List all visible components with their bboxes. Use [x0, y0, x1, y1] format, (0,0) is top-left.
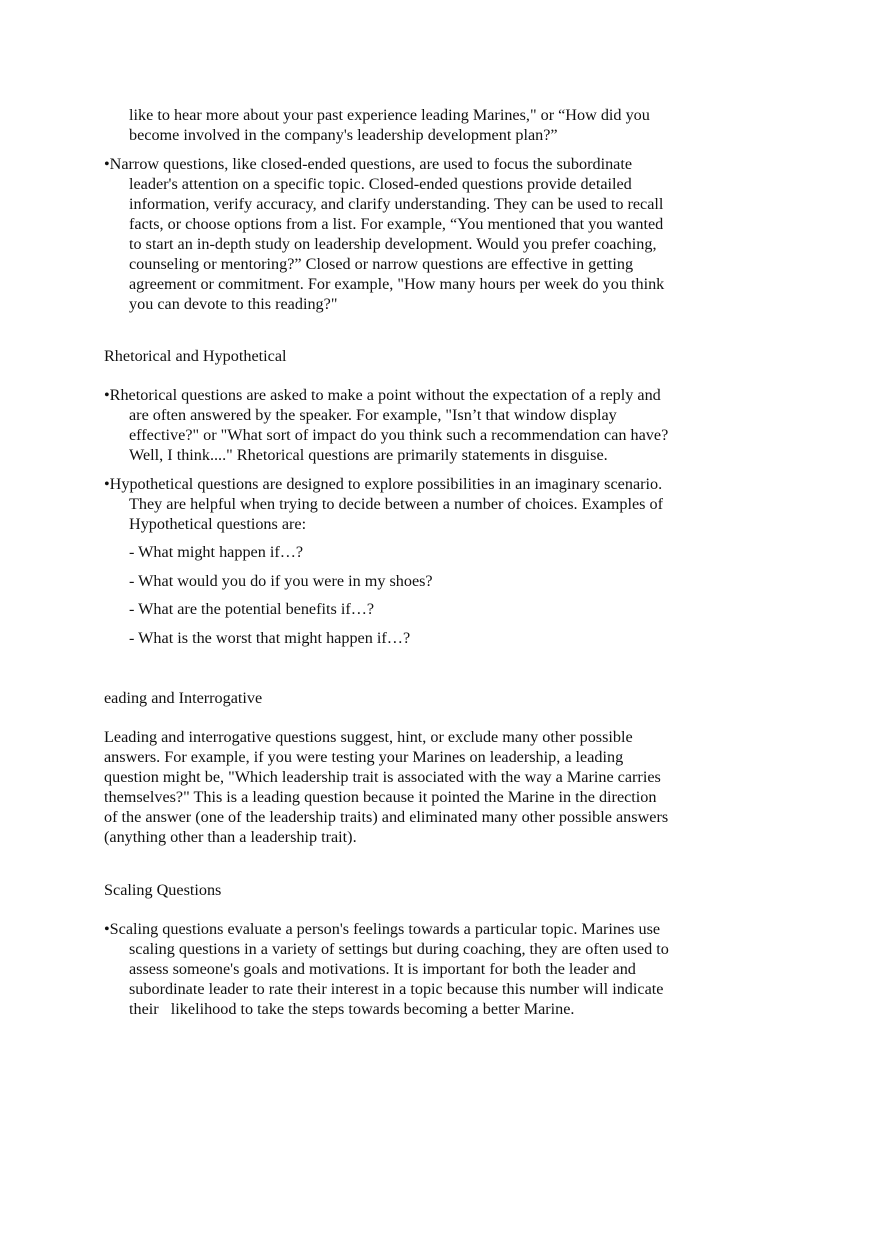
text-line: •Narrow questions, like closed-ended questions, are used to focus the subordinate [104, 155, 633, 173]
text-line: Hypothetical questions are: [129, 515, 307, 533]
section-heading-leading: eading and Interrogative [104, 689, 263, 707]
text-line: (anything other than a leadership trait). [104, 828, 357, 846]
text-line: effective?" or "What sort of impact do you think such a recommendation can have? [129, 426, 669, 444]
text-line: information, verify accuracy, and clarify understanding. They can be used to recall [129, 195, 664, 213]
text-line: answers. For example, if you were testing your Marines on leadership, a leading [104, 748, 624, 766]
text-line: Leading and interrogative questions suggest, hint, or exclude many other possible [104, 728, 633, 746]
text-line: themselves?" This is a leading question because it pointed the Marine in the direction [104, 788, 657, 806]
text-line: are often answered by the speaker. For example, "Isn’t that window display [129, 406, 617, 424]
text-line: Well, I think...." Rhetorical questions are primarily statements in disguise. [129, 446, 608, 464]
rhetorical-questions-bullet [104, 385, 724, 465]
text-line: •Hypothetical questions are designed to explore possibilities in an imaginary scenario. [104, 475, 663, 493]
narrow-questions-bullet [104, 154, 724, 314]
text-line: like to hear more about your past experience leading Marines," or “How did you [129, 106, 650, 124]
text-line: question might be, "Which leadership trait is associated with the way a Marine carries [104, 768, 661, 786]
text-line: to start an in-depth study on leadership development. Would you prefer coaching, [129, 235, 657, 253]
text-line: •Scaling questions evaluate a person's feelings towards a particular topic. Marines use [104, 920, 661, 938]
hypothetical-questions-bullet [104, 474, 724, 534]
text-line: •Rhetorical questions are asked to make a point without the expectation of a reply and [104, 386, 661, 404]
text-line: They are helpful when trying to decide between a number of choices. Examples of [129, 495, 663, 513]
text-line: assess someone's goals and motivations. It is important for both the leader and [129, 960, 636, 978]
section-heading-rhetorical: Rhetorical and Hypothetical [104, 347, 287, 365]
section-heading-scaling: Scaling Questions [104, 881, 222, 899]
text-line: leader's attention on a specific topic. Closed-ended questions provide detailed [129, 175, 632, 193]
intro-continuation-paragraph [104, 105, 724, 145]
hypothetical-example-item: - What might happen if…? [129, 543, 304, 561]
text-line: facts, or choose options from a list. For example, “You mentioned that you wanted [129, 215, 664, 233]
text-line: subordinate leader to rate their interest in a topic because this number will indicate [129, 980, 664, 998]
text-line: scaling questions in a variety of settings but during coaching, they are often used to [129, 940, 669, 958]
hypothetical-example-item: - What is the worst that might happen if…? [129, 629, 411, 647]
text-line: counseling or mentoring?” Closed or narrow questions are effective in getting [129, 255, 634, 273]
text-line: of the answer (one of the leadership traits) and eliminated many other possible answers [104, 808, 669, 826]
text-line: their likelihood to take the steps towards becoming a better Marine. [129, 1000, 575, 1018]
leading-interrogative-paragraph [104, 727, 724, 847]
hypothetical-example-item: - What would you do if you were in my shoes? [129, 572, 433, 590]
text-line: you can devote to this reading?" [129, 295, 338, 313]
hypothetical-example-item: - What are the potential benefits if…? [129, 600, 375, 618]
scaling-questions-bullet [104, 919, 724, 1019]
text-line: agreement or commitment. For example, "How many hours per week do you think [129, 275, 665, 293]
text-line: become involved in the company's leadership development plan?” [129, 126, 558, 144]
